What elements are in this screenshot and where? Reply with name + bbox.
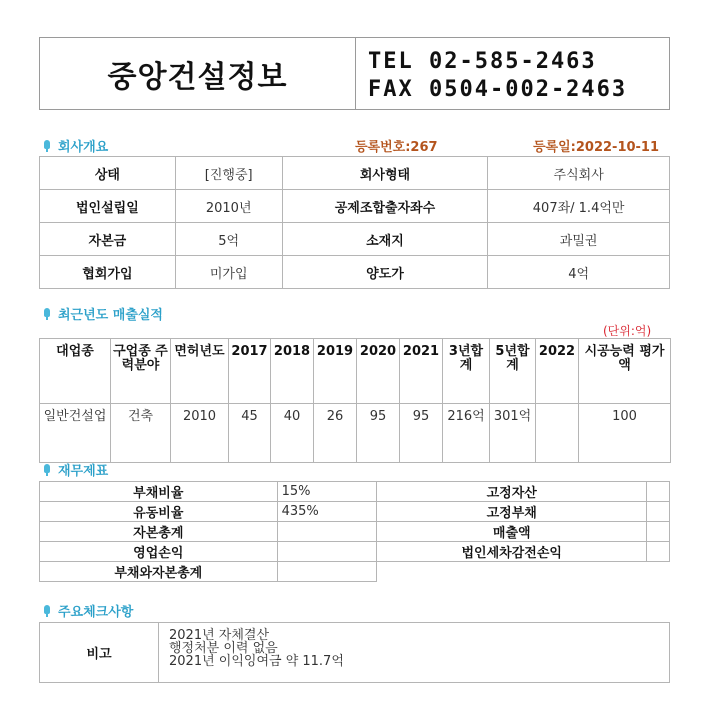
table-row bbox=[40, 502, 670, 522]
section-finance-heading bbox=[44, 460, 108, 479]
notes-content bbox=[159, 623, 670, 683]
table-value: 5억 bbox=[175, 223, 282, 256]
table-value: 과밀권 bbox=[488, 223, 670, 256]
table-label: 고정부채 bbox=[377, 502, 647, 522]
column-header: 시공능력 평가액 bbox=[579, 339, 671, 404]
table-row bbox=[40, 522, 670, 542]
column-header: 구업종 주력분야 bbox=[111, 339, 171, 404]
table-cell: 95 bbox=[400, 404, 443, 463]
column-header: 5년합계 bbox=[490, 339, 536, 404]
table-label: 영업손익 bbox=[40, 542, 278, 562]
table-value: 435% bbox=[277, 502, 377, 522]
empty-cell bbox=[647, 562, 670, 582]
table-label: 협회가입 bbox=[40, 256, 176, 289]
table-cell: 216억 bbox=[443, 404, 490, 463]
fax-number: FAX 0504-002-2463 bbox=[368, 77, 628, 102]
column-header: 3년합계 bbox=[443, 339, 490, 404]
sales-table bbox=[39, 338, 671, 463]
table-label: 공제조합출자좌수 bbox=[282, 190, 488, 223]
table-cell: 95 bbox=[357, 404, 400, 463]
empty-cell bbox=[377, 562, 647, 582]
table-row bbox=[40, 562, 670, 582]
tel-number: TEL 02-585-2463 bbox=[368, 49, 597, 74]
column-header: 면허년도 bbox=[171, 339, 229, 404]
table-cell: 40 bbox=[271, 404, 314, 463]
table-label: 자본금 bbox=[40, 223, 176, 256]
table-row bbox=[40, 157, 670, 190]
pin-icon bbox=[44, 605, 50, 617]
table-cell: 건축 bbox=[111, 404, 171, 463]
table-cell: 2010 bbox=[171, 404, 229, 463]
table-row bbox=[40, 223, 670, 256]
table-value: [진행중] bbox=[175, 157, 282, 190]
unit-label: (단위:억) bbox=[603, 324, 652, 338]
finance-table bbox=[39, 481, 670, 582]
note-line: 2021년 이익잉여금 약 11.7억 bbox=[169, 654, 344, 669]
table-value bbox=[647, 502, 670, 522]
note-line: 행정처분 이력 없음 bbox=[169, 641, 278, 656]
section-title: 최근년도 매출실적 bbox=[58, 308, 163, 323]
notes-label: 비고 bbox=[40, 623, 159, 683]
pin-icon bbox=[44, 464, 50, 476]
table-label: 소재지 bbox=[282, 223, 488, 256]
table-label: 부채와자본총계 bbox=[40, 562, 278, 582]
table-cell: 100 bbox=[579, 404, 671, 463]
table-value bbox=[647, 482, 670, 502]
table-label: 고정자산 bbox=[377, 482, 647, 502]
table-label: 유동비율 bbox=[40, 502, 278, 522]
table-cell: 301억 bbox=[490, 404, 536, 463]
table-value: 4억 bbox=[488, 256, 670, 289]
column-header: 2017 bbox=[229, 339, 271, 404]
table-label: 자본총계 bbox=[40, 522, 278, 542]
section-title: 재무제표 bbox=[58, 464, 109, 479]
pin-icon bbox=[44, 140, 50, 152]
column-header: 2022 bbox=[536, 339, 579, 404]
notes-table bbox=[39, 622, 670, 683]
table-row bbox=[40, 623, 670, 683]
section-title: 회사개요 bbox=[58, 140, 109, 155]
table-value: 15% bbox=[277, 482, 377, 502]
registration-date: 등록일:2022-10-11 bbox=[533, 140, 660, 155]
table-value: 2010년 bbox=[175, 190, 282, 223]
table-label: 매출액 bbox=[377, 522, 647, 542]
column-header: 대업종 bbox=[40, 339, 111, 404]
table-value bbox=[277, 562, 377, 582]
note-line: 2021년 자체결산 bbox=[169, 628, 270, 643]
column-header: 2020 bbox=[357, 339, 400, 404]
section-sales-heading bbox=[44, 304, 163, 323]
table-value bbox=[647, 542, 670, 562]
table-row bbox=[40, 482, 670, 502]
table-label: 법인설립일 bbox=[40, 190, 176, 223]
header-divider bbox=[355, 38, 356, 109]
table-label: 법인세차감전손익 bbox=[377, 542, 647, 562]
column-header: 2021 bbox=[400, 339, 443, 404]
overview-table bbox=[39, 156, 670, 289]
table-cell: 26 bbox=[314, 404, 357, 463]
table-cell bbox=[536, 404, 579, 463]
table-label: 양도가 bbox=[282, 256, 488, 289]
table-label: 회사형태 bbox=[282, 157, 488, 190]
column-header: 2018 bbox=[271, 339, 314, 404]
contact-info bbox=[368, 48, 627, 104]
table-value bbox=[647, 522, 670, 542]
table-cell: 일반건설업 bbox=[40, 404, 111, 463]
table-label: 상태 bbox=[40, 157, 176, 190]
pin-icon bbox=[44, 308, 50, 320]
company-name: 중앙건설정보 bbox=[107, 59, 288, 95]
section-notes-heading bbox=[44, 601, 133, 620]
table-row bbox=[40, 256, 670, 289]
table-row bbox=[40, 404, 671, 463]
section-overview-heading bbox=[44, 136, 108, 155]
table-value bbox=[277, 542, 377, 562]
column-header: 2019 bbox=[314, 339, 357, 404]
table-row bbox=[40, 190, 670, 223]
company-header bbox=[39, 37, 670, 110]
table-header-row bbox=[40, 339, 671, 404]
table-cell: 45 bbox=[229, 404, 271, 463]
table-row bbox=[40, 542, 670, 562]
table-value: 주식회사 bbox=[488, 157, 670, 190]
table-value bbox=[277, 522, 377, 542]
table-label: 부채비율 bbox=[40, 482, 278, 502]
table-value: 407좌/ 1.4억만 bbox=[488, 190, 670, 223]
table-value: 미가입 bbox=[175, 256, 282, 289]
registration-number: 등록번호:267 bbox=[355, 140, 438, 155]
section-title: 주요체크사항 bbox=[58, 605, 134, 620]
